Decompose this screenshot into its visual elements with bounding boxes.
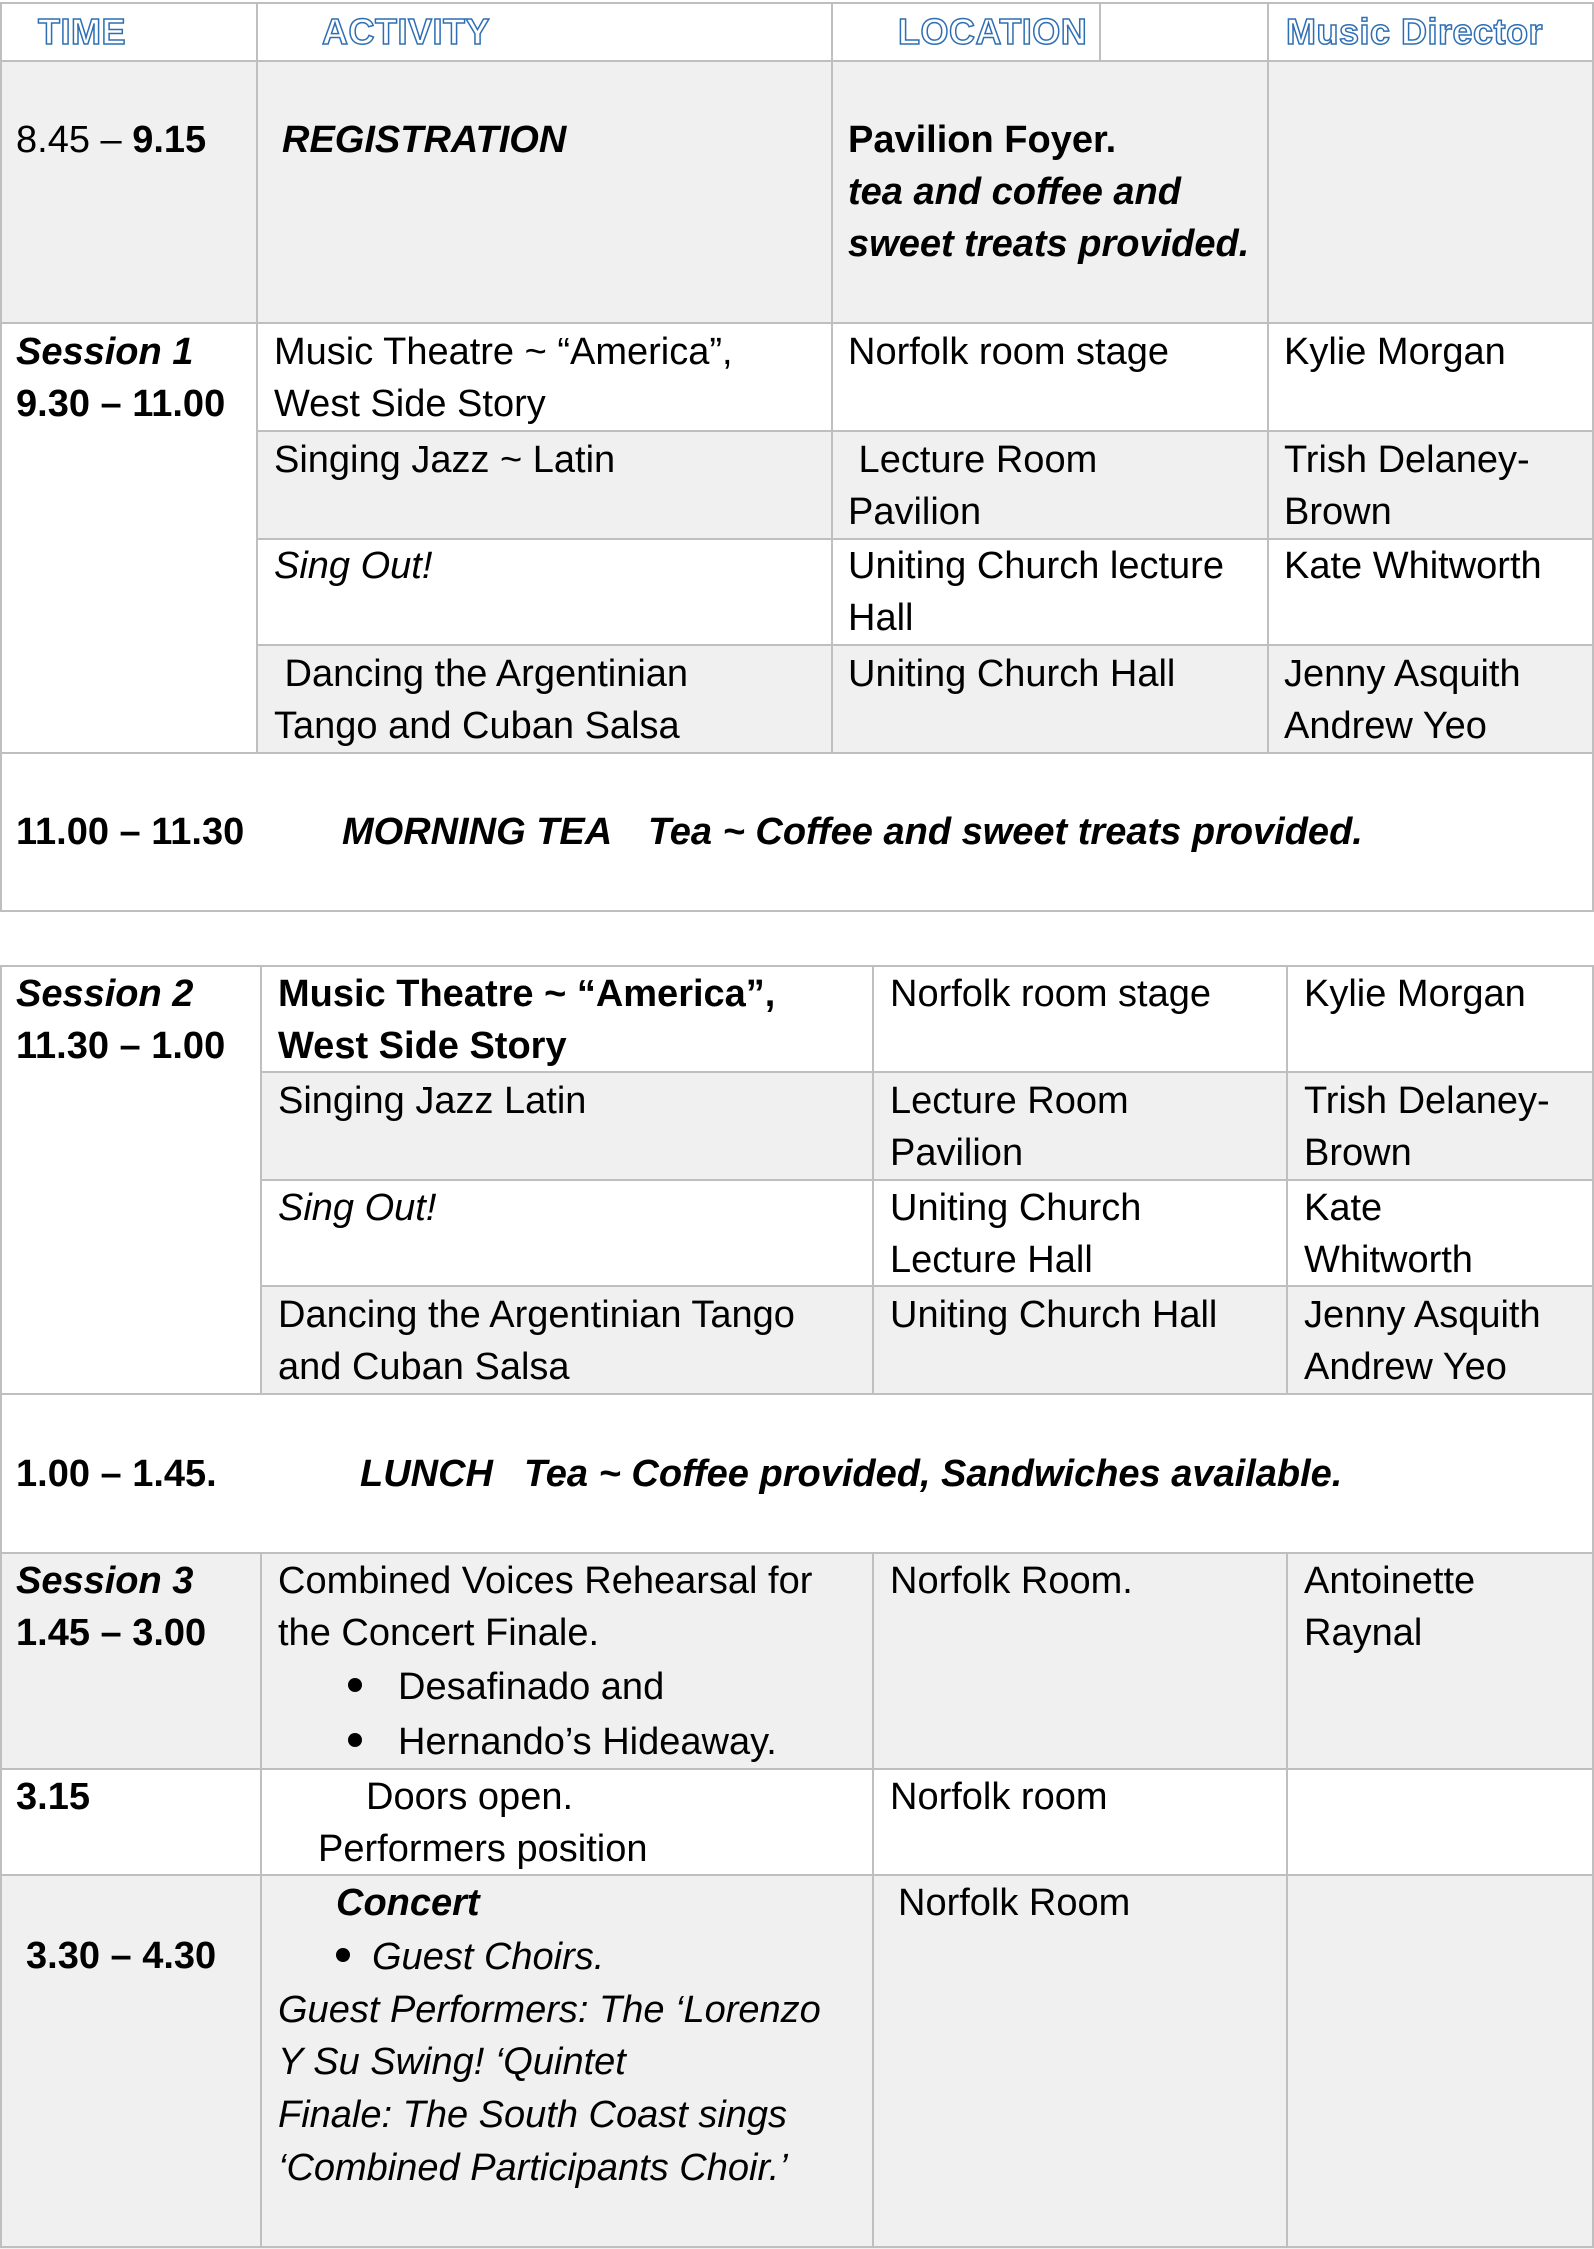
morning-tea-time: 11.00 – 11.30 [16, 811, 245, 853]
registration-location-note-1: tea and coffee and [848, 171, 1181, 213]
s2-r4-director-1: Jenny Asquith [1304, 1294, 1541, 1336]
session1-time: 9.30 – 11.00 [16, 383, 226, 425]
s1-r1-director: Kylie Morgan [1284, 331, 1506, 373]
s2-r1-activity-1: Music Theatre ~ “America”, [278, 973, 776, 1015]
s2-r4-location: Uniting Church Hall [890, 1294, 1218, 1336]
s2-r2-director-1: Trish Delaney- [1304, 1080, 1550, 1122]
concert-location: Norfolk Room [898, 1882, 1131, 1924]
header-activity: ACTIVITY [322, 11, 491, 52]
s2-r1-activity-2: West Side Story [278, 1025, 567, 1067]
s1-r3-director: Kate Whitworth [1284, 545, 1542, 587]
session3-label: Session 3 [16, 1560, 194, 1602]
registration-location-note-2: sweet treats provided. [848, 223, 1250, 265]
concert-bullet: Guest Choirs. [336, 1931, 604, 1983]
morning-tea-note: Tea ~ Coffee and sweet treats provided. [648, 811, 1363, 853]
registration-activity: REGISTRATION [282, 119, 567, 161]
lunch-note: Tea ~ Coffee provided, Sandwiches available. [524, 1453, 1343, 1495]
s1-r1-activity-2: West Side Story [274, 383, 546, 425]
s1-r4-activity-2: Tango and Cuban Salsa [274, 705, 680, 747]
s2-r4-activity-1: Dancing the Argentinian Tango [278, 1294, 795, 1336]
doors-location: Norfolk room [890, 1776, 1108, 1818]
concert-line-2: Y Su Swing! ‘Quintet [278, 2041, 626, 2083]
header-time: TIME [38, 11, 126, 52]
session3-bullet-1: Desafinado and [348, 1661, 664, 1713]
concert-time: 3.30 – 4.30 [26, 1935, 217, 1977]
session2-label: Session 2 [16, 973, 194, 1015]
s2-r1-director: Kylie Morgan [1304, 973, 1526, 1015]
concert-title: Concert [336, 1882, 480, 1924]
s1-r2-location-2: Pavilion [848, 491, 982, 533]
registration-row-bg [0, 62, 1594, 322]
bullet-icon [348, 1678, 362, 1692]
registration-location-title: Pavilion Foyer. [848, 119, 1117, 161]
concert-row-bg [0, 1876, 1594, 2249]
s2-r2-director-2: Brown [1304, 1132, 1412, 1174]
s1-r1-activity-1: Music Theatre ~ “America”, [274, 331, 733, 373]
session3-director-2: Raynal [1304, 1612, 1423, 1654]
lunch-title: LUNCH [360, 1453, 493, 1495]
s2-r4-activity-2: and Cuban Salsa [278, 1346, 570, 1388]
concert-line-1: Guest Performers: The ‘Lorenzo [278, 1989, 821, 2031]
s2-r3-director-2: Whitworth [1304, 1239, 1473, 1281]
s1-r2-director-1: Trish Delaney- [1284, 439, 1530, 481]
bullet-icon [336, 1948, 350, 1962]
doors-activity-2: Performers position [318, 1828, 648, 1870]
bullet-icon [348, 1733, 362, 1747]
session3-director-1: Antoinette [1304, 1560, 1476, 1602]
s1-r2-director-2: Brown [1284, 491, 1392, 533]
doors-activity-1: Doors open. [366, 1776, 574, 1818]
s1-r3-location-1: Uniting Church lecture [848, 545, 1224, 587]
session3-activity-2: the Concert Finale. [278, 1612, 600, 1654]
s2-r2-location-1: Lecture Room [890, 1080, 1129, 1122]
s1-r3-activity: Sing Out! [274, 545, 433, 587]
s2-r2-activity: Singing Jazz Latin [278, 1080, 587, 1122]
session1-label: Session 1 [16, 331, 194, 373]
s2-r2-location-2: Pavilion [890, 1132, 1024, 1174]
concert-line-4: ‘Combined Participants Choir.’ [278, 2147, 788, 2189]
s1-r3-location-2: Hall [848, 597, 914, 639]
s1-r4-activity-1: Dancing the Argentinian [274, 653, 689, 695]
session3-bullet-2: Hernando’s Hideaway. [348, 1716, 777, 1768]
lunch-time: 1.00 – 1.45. [16, 1453, 217, 1495]
header-location: LOCATION [898, 11, 1088, 52]
session3-location: Norfolk Room. [890, 1560, 1133, 1602]
header-music-director: Music Director [1286, 11, 1544, 52]
session2-time: 11.30 – 1.00 [16, 1025, 226, 1067]
s2-r3-activity: Sing Out! [278, 1187, 437, 1229]
s2-r1-location: Norfolk room stage [890, 973, 1212, 1015]
s1-r2-location-1: Lecture Room [848, 439, 1098, 481]
s1-r4-director-1: Jenny Asquith [1284, 653, 1521, 695]
session3-activity-1: Combined Voices Rehearsal for [278, 1560, 813, 1602]
morning-tea-title: MORNING TEA [342, 811, 613, 853]
s2-r3-director-1: Kate [1304, 1187, 1383, 1229]
session3-time: 1.45 – 3.00 [16, 1612, 207, 1654]
s2-r3-location-1: Uniting Church [890, 1187, 1142, 1229]
registration-time: 8.45 – 9.15 [16, 119, 207, 161]
s1-r2-activity: Singing Jazz ~ Latin [274, 439, 616, 481]
doors-time: 3.15 [16, 1776, 90, 1818]
s1-r4-location: Uniting Church Hall [848, 653, 1176, 695]
concert-line-3: Finale: The South Coast sings [278, 2094, 788, 2136]
s1-r4-director-2: Andrew Yeo [1284, 705, 1487, 747]
s2-r3-location-2: Lecture Hall [890, 1239, 1093, 1281]
s2-r4-director-2: Andrew Yeo [1304, 1346, 1507, 1388]
s1-r1-location: Norfolk room stage [848, 331, 1170, 373]
